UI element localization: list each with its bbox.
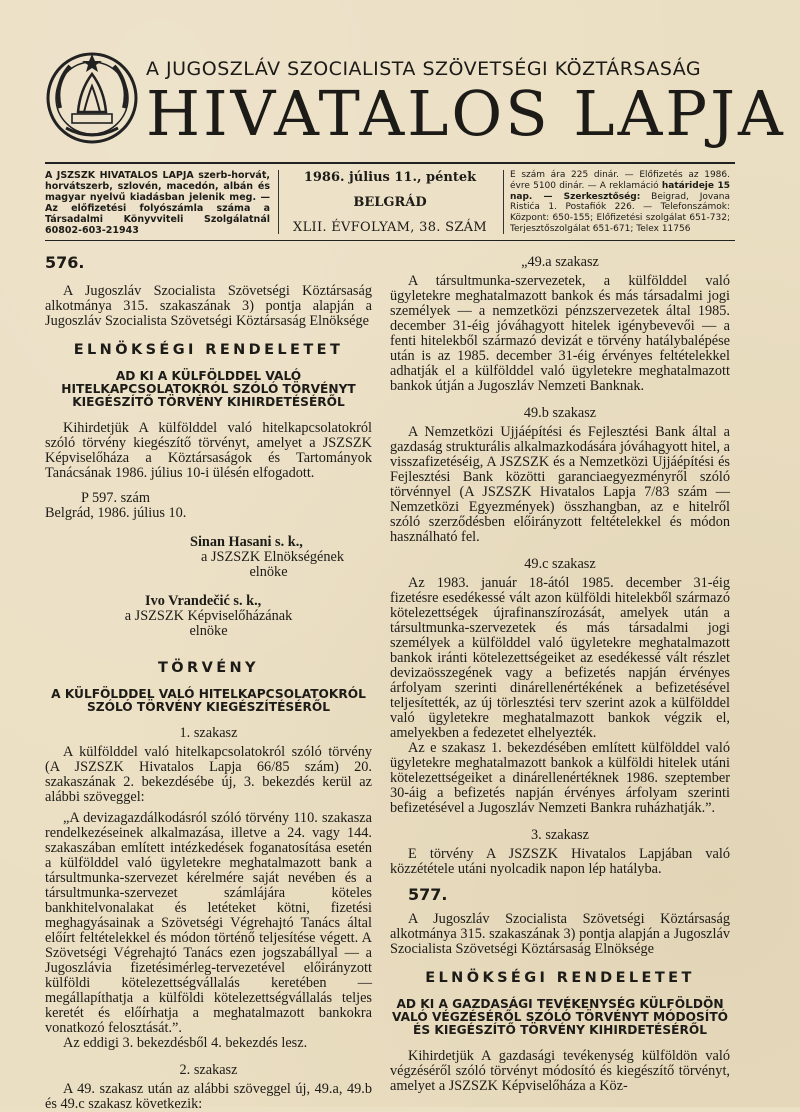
section-49c-text-2: Az e szakasz 1. bekezdésében említett külfölddel való ügyletekre meghatalmazott bankok a külföldi hitelek utáni kötelezettségeiket a dinárellenértéknek 1986. szeptember 30-áig a befizetés napján érvényes árfolyam szerinti befizetésével a Jugoszláv Nemzeti Bankra ruházhatják.”. bbox=[390, 740, 730, 816]
document-number: 576. bbox=[45, 253, 85, 272]
reference-number: P 597. szám bbox=[81, 490, 150, 506]
signer-1-title: a JSZSZK Elnökségének bbox=[201, 549, 344, 565]
decree-heading: ELNÖKSÉGI RENDELETET bbox=[73, 342, 344, 358]
section-1-title: 1. szakasz bbox=[179, 725, 238, 741]
section-49c-text-1: Az 1983. január 18-ától 1985. december 31-éig fizetésre esedékessé vált azon külföldi hitelekből származó kötelezettségek újrafinanszírozását, amelyek után a társultmunka-szervezetek és más társadalmi jogi személyek a külfölddel való ügyletekre meghatalmazott bankok iránti kötelezettségeiket az esedékessé vált részlet devizaösszegének vagy a befizetés napján érvényes árfolyam szerinti dinárellenértékének a befizetésével teljesítették, az új törlesztési terv szerint azok a külfölddel való ügyletekre meghatalmazott bankok végzik el, amelyekben a fedezetet elhelyezték. bbox=[390, 575, 730, 741]
state-title: A JUGOSZLÁV SZOCIALISTA SZÖVETSÉGI KÖZTÁRSASÁG bbox=[146, 58, 702, 80]
law-subject: A KÜLFÖLDDEL VALÓ HITELKAPCSOLATOKRÓL SZÓLÓ TÖRVÉNY KIEGÉSZÍTÉSÉRŐL bbox=[51, 687, 366, 714]
decree-preamble-2: A Jugoszláv Szocialista Szövetségi Köztársaság alkotmánya 315. szakaszának 3) pontja alapján a Jugoszláv Szocialista Szövetségi Köztársaság Elnöksége bbox=[390, 911, 730, 957]
reference-place-date: Belgrád, 1986. július 10. bbox=[45, 505, 187, 521]
section-1-text: A külfölddel való hitelkapcsolatokról szóló törvény (A JSZSZK Hivatalos Lapja 66/85 szám) 20. szakaszának 2. bekezdésébe új, 3. bekezdés kerül az alábbi szöveggel: bbox=[45, 744, 372, 805]
header-publication-info bbox=[45, 170, 270, 236]
section-49a-text: A társultmunka-szervezetek, a külfölddel való ügyletekre meghatalmazott bankok és más társadalmi jogi személyek — a nemzetközi pénzszervezetek által 1985. december 31-éig jóváhagyott hitelek igénybevevői — a fenti hitelekből származó devizát e törvény hatálybalépése után is az 1985. december 31-éig érvényes feltételekkel adhatják el a külfölddel való ügyletekre meghatalmazott bankok útján a Jugoszláv Nemzeti Banknak. bbox=[390, 273, 730, 394]
section-49b-title: 49.b szakasz bbox=[523, 405, 597, 421]
signer-2-name: Ivo Vrandečić s. k., bbox=[145, 593, 262, 609]
document-number-2: 577. bbox=[408, 885, 448, 904]
section-1-note: Az eddigi 3. bekezdésből 4. bekezdés lesz. bbox=[63, 1035, 308, 1051]
header-bottom-rule bbox=[45, 240, 735, 241]
gazette-title: HIVATALOS LAPJA bbox=[146, 77, 786, 150]
issue-city: BELGRÁD bbox=[353, 195, 427, 210]
section-2-text: A 49. szakasz után az alábbi szöveggel új, 49.a, 49.b és 49.c szakasz következik: bbox=[45, 1081, 372, 1112]
signer-2-title: a JSZSZK Képviselőházának bbox=[124, 608, 293, 624]
publication-info-text: A JSZSZK HIVATALOS LAPJA szerb-horvát, horvátszerb, szlovén, macedón, albán és magyar nyelvű kiadásban jelenik meg. — Az előfizetési folyószámla száma a Társadalmi Könyvviteli Szolgálatnál 60802-603-21943 bbox=[45, 170, 270, 236]
subscription-text-2: Beigrad, Jovana Ristića 1. Postafiók 226. — Telefonszámok: Központ: 650-155; Előfizetési szolgálat 651-732; Terjesztőszolgálat 651-671; Telex 11756 bbox=[510, 191, 730, 234]
signer-1-name: Sinan Hasani s. k., bbox=[190, 534, 303, 550]
promulgation-text-2: Kihirdetjük A gazdasági tevékenység külföldön való végzéséről szóló törvényt módosító és kiegészítő törvényt, amelyet a JSZSZK Képviselőháza a Köz- bbox=[390, 1048, 730, 1094]
header-top-rule bbox=[45, 162, 735, 164]
decree-subject: AD KI A KÜLFÖLDDEL VALÓ HITELKAPCSOLATOKRÓL SZÓLÓ TÖRVÉNYT KIEGÉSZÍTŐ TÖRVÉNY KIHIRDETÉSÉRŐL bbox=[61, 369, 356, 409]
decree-preamble: A Jugoszláv Szocialista Szövetségi Köztársaság alkotmánya 315. szakaszának 3) pontja alapján a Jugoszláv Szocialista Szövetségi Köztársaság Elnöksége bbox=[45, 283, 372, 329]
header-subscription-info bbox=[510, 170, 730, 235]
section-49c-title: 49.c szakasz bbox=[524, 556, 596, 572]
issue-date: 1986. július 11., péntek bbox=[303, 170, 477, 185]
header-issue-info bbox=[285, 170, 495, 235]
section-3-title: 3. szakasz bbox=[531, 827, 589, 843]
signer-2-role: elnöke bbox=[189, 623, 228, 639]
header-divider-left bbox=[278, 170, 279, 234]
law-heading: TÖRVÉNY bbox=[158, 660, 259, 676]
state-emblem-icon bbox=[44, 50, 140, 146]
section-2-title: 2. szakasz bbox=[179, 1062, 238, 1078]
decree-heading-2: ELNÖKSÉGI RENDELETET bbox=[425, 970, 695, 986]
decree-subject-2: AD KI A GAZDASÁGI TEVÉKENYSÉG KÜLFÖLDÖN VALÓ VÉGZÉSÉRŐL SZÓLÓ TÖRVÉNYT MÓDOSÍTÓ ÉS KIEGÉSZÍTŐ TÖRVÉNY KIHIRDETÉSÉRŐL bbox=[391, 997, 728, 1037]
section-1-quote: „A devizagazdálkodásról szóló törvény 110. szakasza rendelkezéseinek alkalmazása, illetve a 24. vagy 144. szakaszában említett intézkedések foganatosítása esetén a külfölddel való ügyletekre meghatalmazott bank a társultmunka-szervezet kérelmére saját nevében és a társultmunka-szervezet számlájára köteles bankhitelvonalakat és letéteket kötni, fizetési meghagyásainak a Szövetségi Végrehajtó Tanács által előírt feltételekkel és módon történő teljesítése végett. A Szövetségi Végrehajtó Tanács ezen jogszabállyal — a Jugoszlávia fizetésimérleg-tervezetével előirányzott külföldi kötelezettségvállalás keretében — megállapíthatja a külföldi kötelezettségvállalás teljes keretét és előírhatja a meghatalmazott bankokra vonatkozó felosztását.”. bbox=[45, 810, 372, 1036]
section-49b-text: A Nemzetközi Ujjáépítési és Fejlesztési Bank által a gazdaság strukturális alkalmazkodására jóváhagyott hitel, a visszafizetéséig, A JSZSZK és a Nemzetközi Ujjáépítési és Fejlesztési Bank közötti garanciaegyezményről szóló törvénnyel (A JSZSZK Hivatalos Lapja 7/83 szám — Nemzetközi Egyezmények) összhangban, az e hitelről szóló szerződésben előirányzott feltételekkel és módon használható fel. bbox=[390, 424, 730, 545]
left-column bbox=[45, 255, 372, 1112]
signer-1-role: elnöke bbox=[249, 564, 288, 580]
header-divider-right bbox=[503, 170, 504, 234]
subscription-text-1: E szám ára 225 dinár. — Előfizetés az 1986. évre 5100 dinár. — A reklamáció bbox=[510, 170, 730, 191]
section-3-text: E törvény A JSZSZK Hivatalos Lapjában való közzététele utáni nyolcadik napon lép hatályba. bbox=[390, 846, 730, 877]
subscription-deadline: határideje 15 nap. — Szerkesztőség: bbox=[510, 180, 730, 202]
section-49a-title: „49.a szakasz bbox=[521, 254, 599, 270]
issue-volume: XLII. ÉVFOLYAM, 38. SZÁM bbox=[293, 220, 487, 235]
right-column bbox=[390, 255, 730, 1094]
promulgation-text: Kihirdetjük A külfölddel való hitelkapcsolatokról szóló törvény kiegészítő törvényt, amelyet a JSZSZK Képviselőháza a Köztársaságok és Tartományok Tanácsának 1986. július 10-i ülésén elfogadott. bbox=[45, 420, 372, 481]
